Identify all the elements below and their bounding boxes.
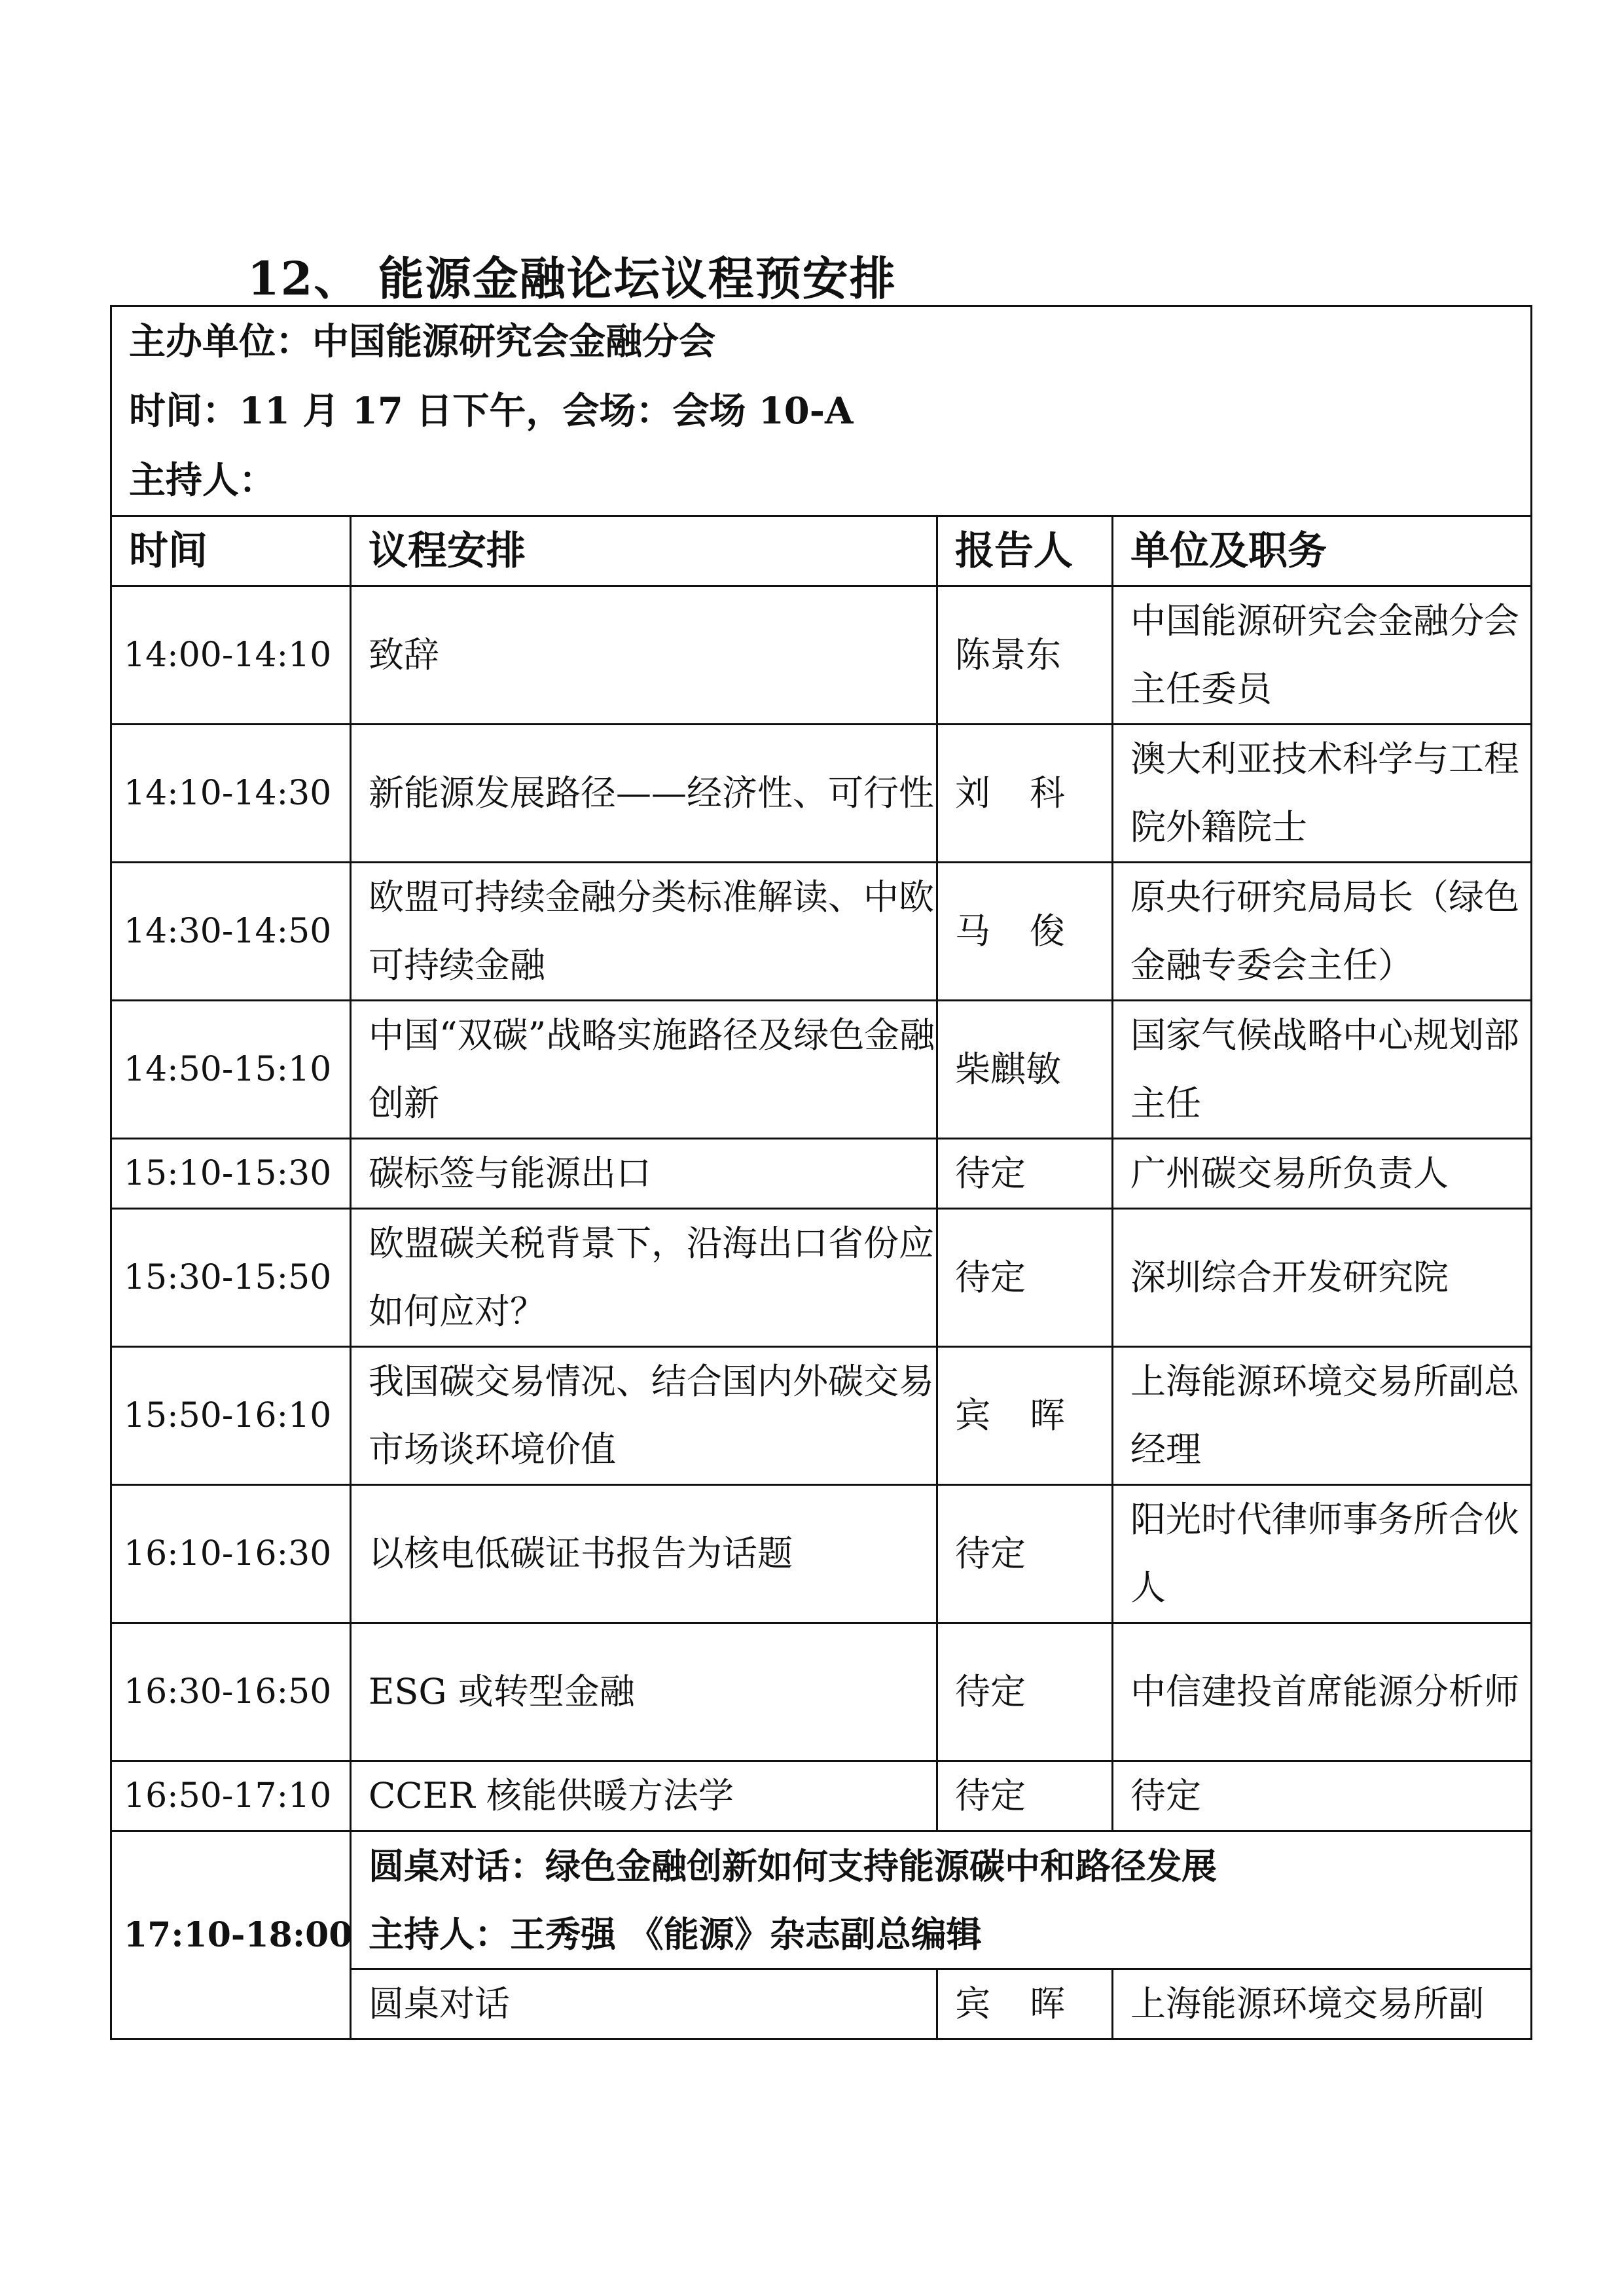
row-topic: 圆桌对话 xyxy=(351,1969,937,2039)
row-time: 16:30-16:50 xyxy=(111,1623,351,1761)
row-time: 14:50-15:10 xyxy=(111,1001,351,1139)
table-row xyxy=(111,725,1532,863)
row-speaker: 待定 xyxy=(937,1485,1113,1623)
table-row xyxy=(111,863,1532,1001)
table-row xyxy=(111,1623,1532,1761)
table-row xyxy=(111,1209,1532,1347)
row-speaker: 陈景东 xyxy=(937,586,1113,725)
column-header-row xyxy=(111,516,1532,586)
roundtable-host: 主持人：王秀强 《能源》杂志副总编辑 xyxy=(369,1913,982,1955)
column-header-org: 单位及职务 xyxy=(1113,516,1532,586)
table-row xyxy=(111,1001,1532,1139)
row-org: 国家气候战略中心规划部主任 xyxy=(1113,1001,1532,1139)
table-row xyxy=(111,1139,1532,1209)
table-row xyxy=(111,1485,1532,1623)
row-time: 16:10-16:30 xyxy=(111,1485,351,1623)
host-line: 主持人： xyxy=(129,459,276,502)
row-org: 中国能源研究会金融分会主任委员 xyxy=(1113,586,1532,725)
row-time: 15:50-16:10 xyxy=(111,1347,351,1485)
column-header-speaker: 报告人 xyxy=(937,516,1113,586)
row-time: 15:30-15:50 xyxy=(111,1209,351,1347)
row-topic: 以核电低碳证书报告为话题 xyxy=(351,1485,937,1623)
row-org: 澳大利亚技术科学与工程院外籍院士 xyxy=(1113,725,1532,863)
row-topic: 碳标签与能源出口 xyxy=(351,1139,937,1209)
roundtable-title-cell xyxy=(351,1831,1532,1969)
row-time: 15:10-15:30 xyxy=(111,1139,351,1209)
agenda-table xyxy=(110,305,1532,2040)
row-time: 14:10-14:30 xyxy=(111,725,351,863)
table-row xyxy=(111,1347,1532,1485)
row-topic: ESG 或转型金融 xyxy=(351,1623,937,1761)
row-topic: 欧盟碳关税背景下，沿海出口省份应如何应对？ xyxy=(351,1209,937,1347)
row-org: 上海能源环境交易所副总经理 xyxy=(1113,1347,1532,1485)
organizer-line: 主办单位：中国能源研究会金融分会 xyxy=(129,320,715,363)
row-speaker: 宾晖 xyxy=(937,1969,1113,2039)
row-org: 深圳综合开发研究院 xyxy=(1113,1209,1532,1347)
roundtable-title: 圆桌对话：绿色金融创新如何支持能源碳中和路径发展 xyxy=(369,1845,1217,1887)
row-topic: CCER 核能供暖方法学 xyxy=(351,1761,937,1831)
row-speaker: 宾晖 xyxy=(937,1347,1113,1485)
row-time: 14:30-14:50 xyxy=(111,863,351,1001)
row-org: 中信建投首席能源分析师 xyxy=(1113,1623,1532,1761)
row-speaker: 刘科 xyxy=(937,725,1113,863)
row-time: 14:00-14:10 xyxy=(111,586,351,725)
row-topic: 新能源发展路径——经济性、可行性 xyxy=(351,725,937,863)
row-speaker: 待定 xyxy=(937,1761,1113,1831)
row-speaker: 待定 xyxy=(937,1623,1113,1761)
row-org: 广州碳交易所负责人 xyxy=(1113,1139,1532,1209)
time-venue-line: 时间：11 月 17 日下午，会场：会场 10-A xyxy=(129,389,854,433)
row-org: 阳光时代律师事务所合伙人 xyxy=(1113,1485,1532,1623)
row-topic: 中国“双碳”战略实施路径及绿色金融创新 xyxy=(351,1001,937,1139)
forum-info-cell xyxy=(111,306,1532,516)
column-header-time: 时间 xyxy=(111,516,351,586)
table-row xyxy=(111,1761,1532,1831)
roundtable-time: 17:10-18:00 xyxy=(111,1831,351,2039)
row-speaker: 待定 xyxy=(937,1139,1113,1209)
page-title: 12、 能源金融论坛议程预安排 xyxy=(247,251,897,306)
forum-info-row xyxy=(111,306,1532,516)
row-speaker: 待定 xyxy=(937,1209,1113,1347)
row-time: 16:50-17:10 xyxy=(111,1761,351,1831)
row-topic: 我国碳交易情况、结合国内外碳交易市场谈环境价值 xyxy=(351,1347,937,1485)
row-org: 原央行研究局局长（绿色金融专委会主任） xyxy=(1113,863,1532,1001)
roundtable-header-row xyxy=(111,1831,1532,1969)
column-header-agenda: 议程安排 xyxy=(351,516,937,586)
table-row xyxy=(111,586,1532,725)
row-topic: 欧盟可持续金融分类标准解读、中欧可持续金融 xyxy=(351,863,937,1001)
row-org: 待定 xyxy=(1113,1761,1532,1831)
row-speaker: 柴麒敏 xyxy=(937,1001,1113,1139)
row-topic: 致辞 xyxy=(351,586,937,725)
row-org: 上海能源环境交易所副 xyxy=(1113,1969,1532,2039)
row-speaker: 马俊 xyxy=(937,863,1113,1001)
